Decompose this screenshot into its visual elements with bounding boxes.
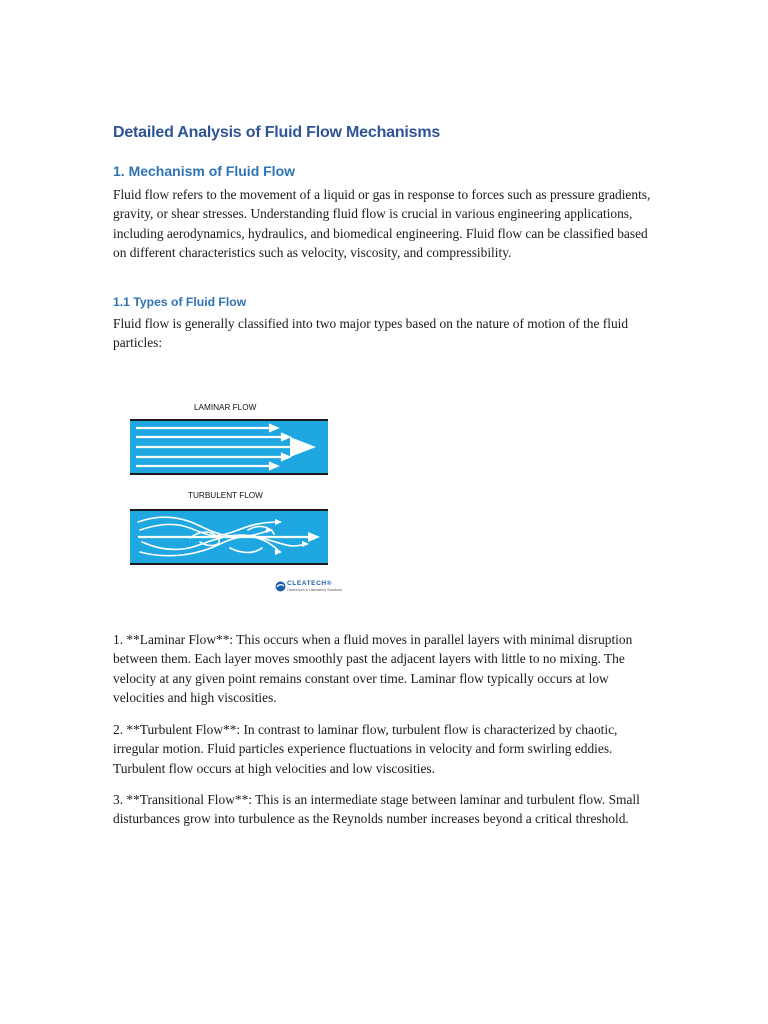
turbulent-flow-label: TURBULENT FLOW (188, 491, 263, 500)
laminar-flow-diagram (130, 418, 335, 478)
subsection-paragraph-types: Fluid flow is generally classified into two major types based on the nature of motion of the fluid particles: (113, 316, 629, 351)
flow-types-figure (125, 398, 350, 598)
list-item-transitional: 3. **Transitional Flow**: This is an intermediate stage between laminar and turbulent flow. Small disturbances grow into turbulence as the Reynolds number increases beyond a critical threshold. (113, 792, 640, 827)
logo-tagline: Cleanroom & Laboratory Solutions (287, 588, 342, 592)
logo-wordmark: CLEATECH® (287, 580, 333, 587)
laminar-flow-label: LAMINAR FLOW (194, 403, 257, 412)
document-title: Detailed Analysis of Fluid Flow Mechanisms (113, 124, 441, 141)
list-item-laminar: 1. **Laminar Flow**: This occurs when a fluid moves in parallel layers with minimal disruption between them. Each layer moves smoothly past the adjacent layers with little to no mixing. The velocity at any given point remains constant over time. Laminar flow typically occurs at low velocities and high viscosities. (113, 632, 633, 705)
list-item-turbulent: 2. **Turbulent Flow**: In contrast to laminar flow, turbulent flow is characterized by chaotic, irregular motion. Fluid particles experience fluctuations in velocity and form swirling eddies. Turbulent flow occurs at high velocities and low viscosities. (113, 722, 618, 776)
subsection-heading-types: 1.1 Types of Fluid Flow (113, 295, 247, 309)
cleatech-logo (275, 580, 345, 594)
cleatech-logo-mark (275, 581, 286, 592)
section-paragraph-mechanism: Fluid flow refers to the movement of a liquid or gas in response to forces such as pressure gradients, gravity, or shear stresses. Understanding fluid flow is crucial in various engineering applications, including aerodynamics, hydraulics, and biomedical engineering. Fluid flow can be classified based on different characteristics such as velocity, viscosity, and compressibility. (113, 187, 651, 260)
turbulent-flow-diagram (130, 508, 335, 568)
section-heading-mechanism: 1. Mechanism of Fluid Flow (113, 163, 296, 179)
